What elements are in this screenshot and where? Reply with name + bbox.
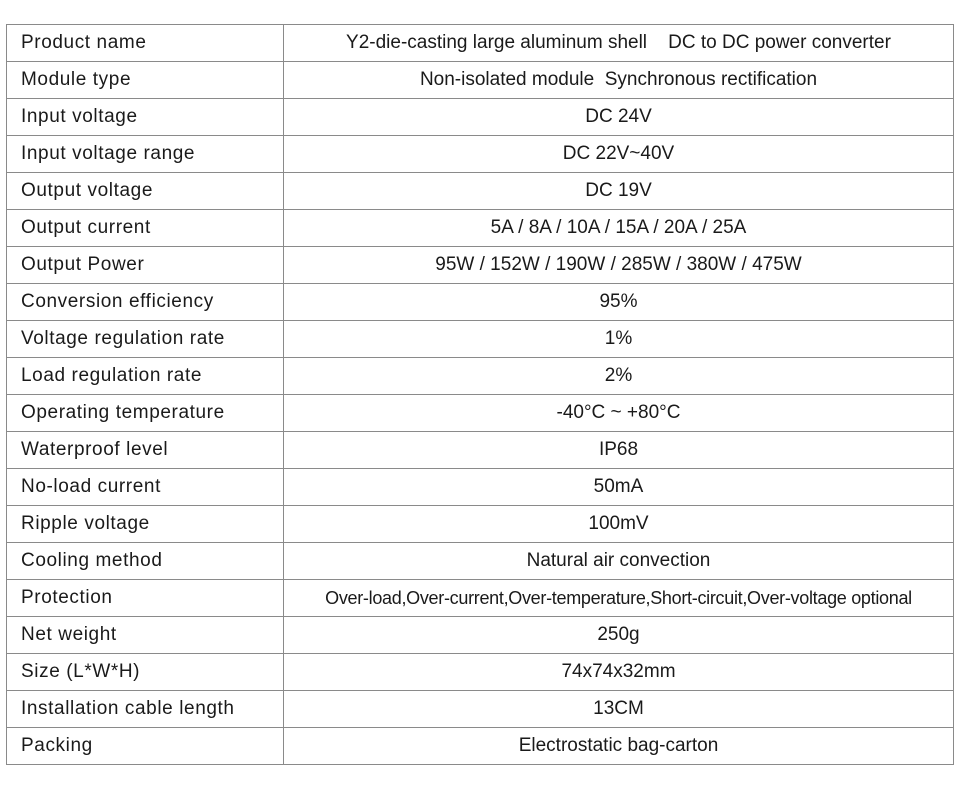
table-row bbox=[7, 691, 954, 728]
spec-value: 95W / 152W / 190W / 285W / 380W / 475W bbox=[284, 247, 954, 284]
table-row bbox=[7, 395, 954, 432]
spec-value: Y2-die-casting large aluminum shell DC to DC power converter bbox=[284, 25, 954, 62]
spec-value: 95% bbox=[284, 284, 954, 321]
spec-table bbox=[6, 24, 954, 765]
table-row bbox=[7, 136, 954, 173]
spec-label: Output current bbox=[7, 210, 284, 247]
spec-label: Output voltage bbox=[7, 173, 284, 210]
spec-label: Conversion efficiency bbox=[7, 284, 284, 321]
spec-label: Module type bbox=[7, 62, 284, 99]
table-row bbox=[7, 99, 954, 136]
table-row bbox=[7, 358, 954, 395]
spec-value: Over-load,Over-current,Over-temperature,Short-circuit,Over-voltage optional bbox=[284, 580, 954, 617]
spec-label: Operating temperature bbox=[7, 395, 284, 432]
table-row bbox=[7, 469, 954, 506]
spec-label: Protection bbox=[7, 580, 284, 617]
spec-label: Product name bbox=[7, 25, 284, 62]
spec-value: 2% bbox=[284, 358, 954, 395]
table-row bbox=[7, 506, 954, 543]
spec-label: No-load current bbox=[7, 469, 284, 506]
spec-value: Natural air convection bbox=[284, 543, 954, 580]
spec-value: -40°C ~ +80°C bbox=[284, 395, 954, 432]
spec-value: Electrostatic bag-carton bbox=[284, 728, 954, 765]
table-row bbox=[7, 210, 954, 247]
spec-value: IP68 bbox=[284, 432, 954, 469]
spec-value: 100mV bbox=[284, 506, 954, 543]
table-row bbox=[7, 321, 954, 358]
spec-value: 50mA bbox=[284, 469, 954, 506]
spec-label: Input voltage bbox=[7, 99, 284, 136]
table-row bbox=[7, 247, 954, 284]
spec-value: 250g bbox=[284, 617, 954, 654]
spec-label: Output Power bbox=[7, 247, 284, 284]
spec-label: Ripple voltage bbox=[7, 506, 284, 543]
table-row bbox=[7, 25, 954, 62]
spec-value: 1% bbox=[284, 321, 954, 358]
spec-label: Net weight bbox=[7, 617, 284, 654]
spec-value: DC 24V bbox=[284, 99, 954, 136]
spec-label: Input voltage range bbox=[7, 136, 284, 173]
spec-value: 74x74x32mm bbox=[284, 654, 954, 691]
spec-value: 5A / 8A / 10A / 15A / 20A / 25A bbox=[284, 210, 954, 247]
table-row bbox=[7, 728, 954, 765]
spec-value: DC 19V bbox=[284, 173, 954, 210]
table-row bbox=[7, 654, 954, 691]
spec-label: Installation cable length bbox=[7, 691, 284, 728]
spec-label: Waterproof level bbox=[7, 432, 284, 469]
spec-label: Cooling method bbox=[7, 543, 284, 580]
spec-value: Non-isolated module Synchronous rectification bbox=[284, 62, 954, 99]
spec-label: Packing bbox=[7, 728, 284, 765]
spec-label: Voltage regulation rate bbox=[7, 321, 284, 358]
table-row bbox=[7, 432, 954, 469]
spec-value: 13CM bbox=[284, 691, 954, 728]
table-row bbox=[7, 543, 954, 580]
spec-value: DC 22V~40V bbox=[284, 136, 954, 173]
table-row bbox=[7, 580, 954, 617]
table-row bbox=[7, 617, 954, 654]
table-row bbox=[7, 62, 954, 99]
spec-label: Size (L*W*H) bbox=[7, 654, 284, 691]
table-row bbox=[7, 284, 954, 321]
spec-label: Load regulation rate bbox=[7, 358, 284, 395]
table-row bbox=[7, 173, 954, 210]
